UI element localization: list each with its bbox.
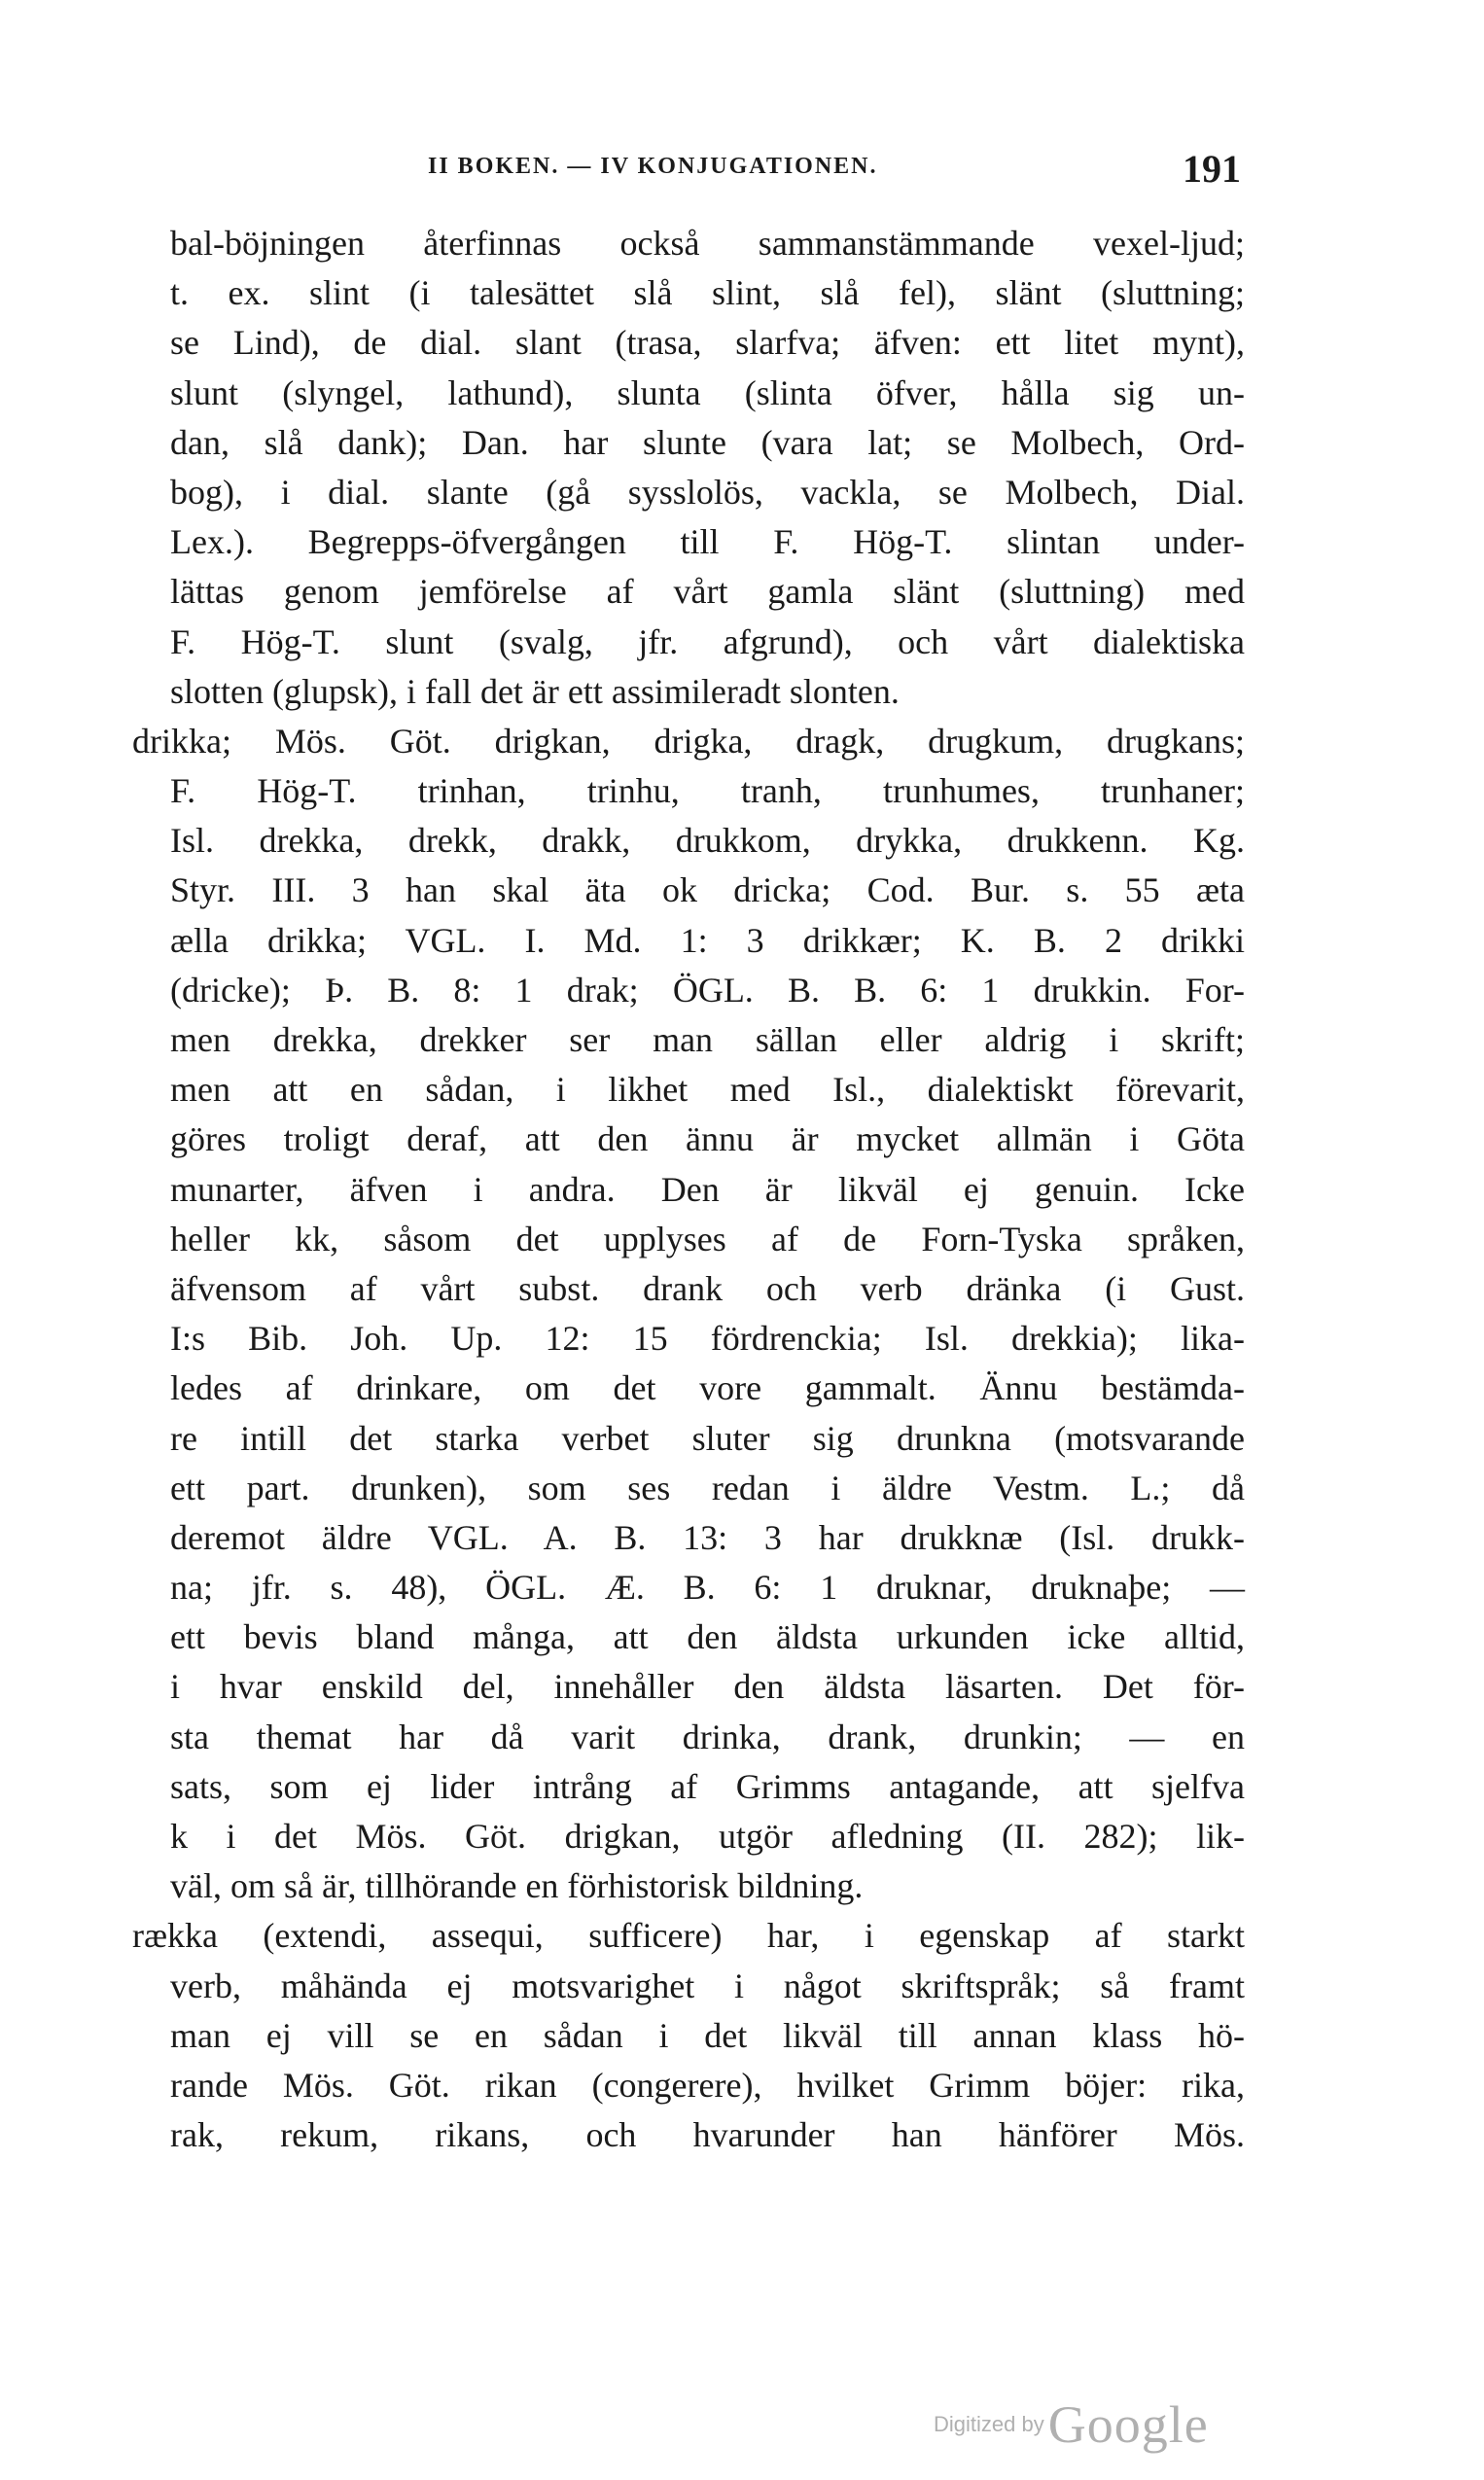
text-line: i hvar enskild del, innehåller den äldsta läsarten. Det för- — [170, 1667, 1245, 1707]
text-line: lättas genom jemförelse af vårt gamla slänt (sluttning) med — [170, 572, 1245, 612]
text-line: ett bevis bland många, att den äldsta urkunden icke alltid, — [170, 1617, 1245, 1657]
entry-head-line: drikka; Mös. Göt. drigkan, drigka, dragk, drugkum, drugkans; — [132, 721, 1245, 761]
text-line: na; jfr. s. 48), ÖGL. Æ. B. 6: 1 druknar, druknaþe; — — [170, 1568, 1245, 1608]
body-text — [132, 219, 1245, 2160]
text-line: göres troligt deraf, att den ännu är mycket allmän i Göta — [170, 1119, 1245, 1159]
text-line: F. Hög-T. trinhan, trinhu, tranh, trunhumes, trunhaner; — [170, 771, 1245, 811]
text-line: men att en sådan, i likhet med Isl., dialektiskt förevarit, — [170, 1070, 1245, 1110]
text-line: F. Hög-T. slunt (svalg, jfr. afgrund), och vårt dialektiska — [170, 621, 1245, 661]
text-line: (dricke); Þ. B. 8: 1 drak; ÖGL. B. B. 6: 1 drukkin. For- — [170, 970, 1245, 1010]
text-line: ledes af drinkare, om det vore gammalt. Ännu bestämda- — [170, 1368, 1245, 1408]
text-line: bog), i dial. slante (gå sysslolös, vackla, se Molbech, Dial. — [170, 472, 1245, 512]
running-head-title: II BOKEN. — IV KONJUGATIONEN. — [428, 154, 878, 179]
text-line: men drekka, drekker ser man sällan eller aldrig i skrift; — [170, 1020, 1245, 1059]
text-line: dan, slå dank); Dan. har slunte (vara lat; se Molbech, Ord- — [170, 422, 1245, 462]
text-line: k i det Mös. Göt. drigkan, utgör afledning (II. 282); lik- — [170, 1817, 1245, 1856]
text-line: se Lind), de dial. slant (trasa, slarfva; äfven: ett litet mynt), — [170, 323, 1245, 363]
text-line: sta themat har då varit drinka, drank, drunkin; — en — [170, 1717, 1245, 1756]
text-line: rak, rekum, rikans, och hvarunder han hänförer Mös. — [170, 2115, 1245, 2155]
text-line: väl, om så är, tillhörande en förhistorisk bildning. — [170, 1866, 864, 1906]
digitization-watermark — [934, 2394, 1209, 2453]
text-line: heller kk, såsom det upplyses af de Forn-Tyska språken, — [170, 1219, 1245, 1258]
entry-head-line: rækka (extendi, assequi, sufficere) har, i egenskap af starkt — [132, 1916, 1245, 1956]
text-line: munarter, äfven i andra. Den är likväl ej genuin. Icke — [170, 1169, 1245, 1209]
google-logo: Google — [1047, 2395, 1209, 2454]
text-line: slunt (slyngel, lathund), slunta (slinta öfver, hålla sig un- — [170, 372, 1245, 412]
digitized-by-label: Digitized by — [934, 2412, 1044, 2436]
running-header — [0, 147, 1484, 202]
text-line: ælla drikka; VGL. I. Md. 1: 3 drikkær; K. B. 2 drikki — [170, 920, 1245, 960]
text-line: deremot äldre VGL. A. B. 13: 3 har drukknæ (Isl. drukk- — [170, 1517, 1245, 1557]
text-line: verb, måhända ej motsvarighet i något skriftspråk; så framt — [170, 1966, 1245, 2005]
text-line: Styr. III. 3 han skal äta ok dricka; Cod. Bur. s. 55 æta — [170, 870, 1245, 910]
text-line: Isl. drekka, drekk, drakk, drukkom, drykka, drukkenn. Kg. — [170, 821, 1245, 861]
page-number: 191 — [1183, 147, 1241, 191]
text-line: bal-böjningen återfinnas också sammanstämmande vexel-ljud; — [170, 224, 1245, 263]
text-line: Lex.). Begrepps-öfvergången till F. Hög-T. slintan under- — [170, 522, 1245, 562]
text-line: ett part. drunken), som ses redan i äldre Vestm. L.; då — [170, 1468, 1245, 1507]
text-line: I:s Bib. Joh. Up. 12: 15 fördrenckia; Isl. drekkia); lika- — [170, 1319, 1245, 1359]
text-line: sats, som ej lider intrång af Grimms antagande, att sjelfva — [170, 1766, 1245, 1806]
text-line: äfvensom af vårt subst. drank och verb dränka (i Gust. — [170, 1268, 1245, 1308]
text-line: t. ex. slint (i talesättet slå slint, slå fel), slänt (sluttning; — [170, 273, 1245, 313]
text-line: man ej vill se en sådan i det likväl till annan klass hö- — [170, 2015, 1245, 2055]
text-line: re intill det starka verbet sluter sig drunkna (motsvarande — [170, 1418, 1245, 1458]
text-line: slotten (glupsk), i fall det är ett assimileradt slonten. — [170, 671, 900, 711]
text-line: rande Mös. Göt. rikan (congerere), hvilket Grimm böjer: rika, — [170, 2065, 1245, 2105]
